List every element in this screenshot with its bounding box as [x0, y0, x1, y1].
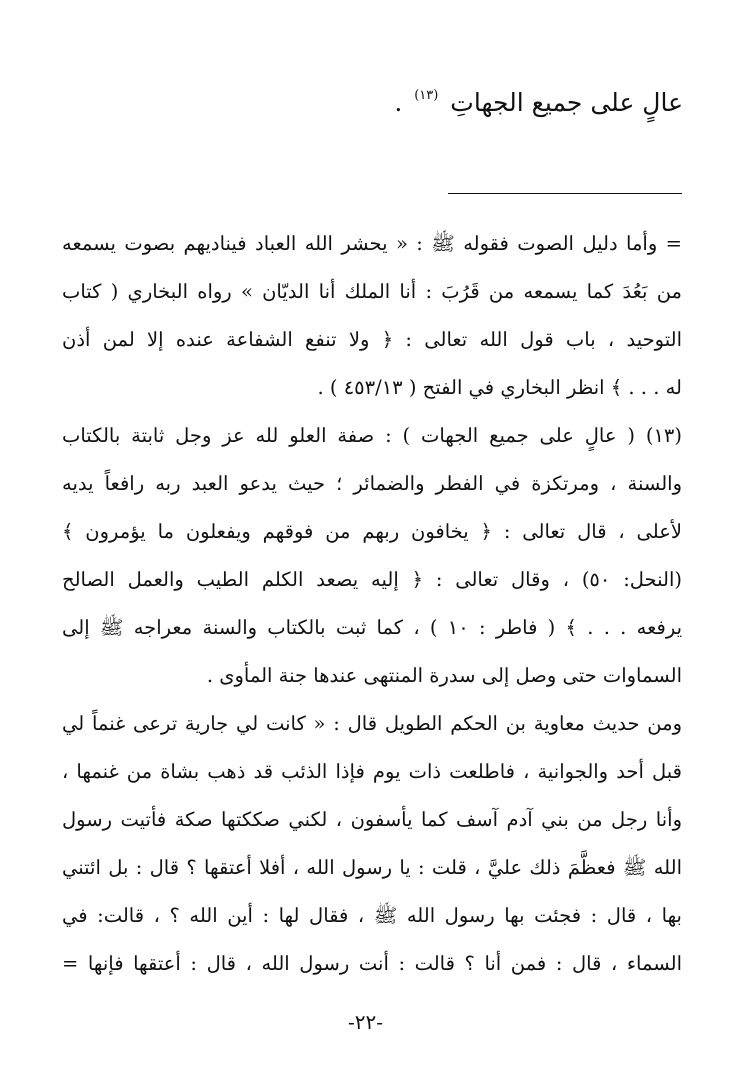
- footnote-line: التوحيد ، باب قول الله تعالى : ﴿ ولا تنفع الشفاعة عنده إلا لمن أذن: [62, 328, 682, 351]
- footnote-line: = وأما دليل الصوت فقوله ﷺ : « يحشر الله العباد فيناديهم بصوت يسمعه: [62, 232, 682, 255]
- footnote-line: والسنة ، ومرتكزة في الفطر والضمائر ؛ حيث يدعو العبد ربه رافعاً يديه: [62, 472, 682, 495]
- main-text-end: .: [394, 88, 403, 117]
- footnote-separator: [448, 193, 682, 194]
- footnote-line: بها ، قال : فجئت بها رسول الله ﷺ ، فقال لها : أين الله ؟ ، قالت: في: [62, 904, 682, 927]
- main-text-line: [43, 76, 683, 123]
- page-number: -٢٢-: [347, 1010, 383, 1034]
- footnote-line: السماء ، قال : فمن أنا ؟ قالت : أنت رسول الله ، قال : أعتقها فإنها =: [62, 952, 682, 975]
- footnote-line: لأعلى ، قال تعالى : ﴿ يخافون ربهم من فوقهم ويفعلون ما يؤمرون ﴾: [62, 520, 682, 543]
- footnote-line: الله ﷺ فعظَّمَ ذلك عليَّ ، قلت : يا رسول الله ، أفلا أعتقها ؟ قال : بل ائتني: [62, 856, 682, 879]
- footnote-line: (١٣) ( عالٍ على جميع الجهات ) : صفة العلو لله عز وجل ثابتة بالكتاب: [62, 424, 682, 447]
- footnote-ref: (١٣): [414, 88, 439, 103]
- footnote-line: السماوات حتى وصل إلى سدرة المنتهى عندها جنة المأوى .: [206, 664, 682, 687]
- footnote-line: له . . . ﴾ انظر البخاري في الفتح ( ٤٥٣/١٣ ) .: [317, 376, 682, 399]
- footnote-line: (النحل: ٥٠) ، وقال تعالى : ﴿ إليه يصعد الكلم الطيب والعمل الصالح: [62, 568, 682, 591]
- footnote-line: قبل أحد والجوانية ، فاطلعت ذات يوم فإذا الذئب قد ذهب بشاة من غنمها ،: [62, 760, 682, 783]
- footnotes: [62, 220, 682, 988]
- main-text: عالٍ على جميع الجهاتِ: [450, 88, 683, 117]
- footnote-line: ومن حديث معاوية بن الحكم الطويل قال : « كانت لي جارية ترعى غنماً لي: [62, 712, 682, 735]
- footnote-line: من بَعُدَ كما يسمعه من قَرُبَ : أنا الملك أنا الديّان » رواه البخاري ( كتاب: [62, 280, 682, 303]
- footnote-line: وأنا رجل من بني آدم آسف كما يأسفون ، لكني صككتها صكة فأتيت رسول: [62, 808, 682, 831]
- footnote-line: يرفعه . . . ﴾ ( فاطر : ١٠ ) ، كما ثبت بالكتاب والسنة معراجه ﷺ إلى: [62, 616, 682, 639]
